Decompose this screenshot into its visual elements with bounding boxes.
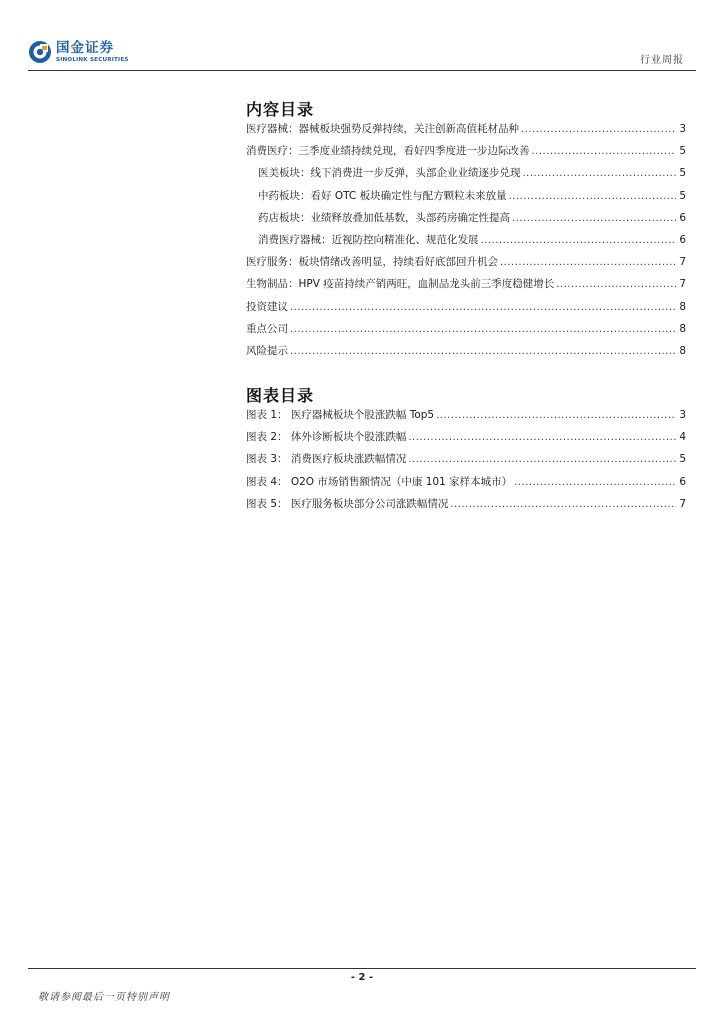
toc-entry[interactable] (246, 276, 686, 298)
toc-entry-label: 中药板块：看好 OTC 板块确定性与配方颗粒未来放量 (258, 189, 507, 202)
toc-dot-leader (556, 279, 676, 290)
toc-entry[interactable] (246, 165, 686, 187)
toc-entry-label: 消费医疗器械：近视防控向精准化、规范化发展 (258, 233, 479, 246)
toc-entry[interactable] (246, 232, 686, 254)
toc-dot-leader (509, 191, 676, 202)
toc-entry-label: 图表 1： 医疗器械板块个股涨跌幅 Top5 (246, 409, 435, 421)
toc-entry-label: 消费医疗：三季度业绩持续兑现，看好四季度进一步边际改善 (246, 145, 530, 158)
toc-entry-page: 8 (679, 344, 686, 357)
toc-entry[interactable] (246, 143, 686, 165)
toc-dot-leader (290, 324, 676, 335)
footer-divider (28, 968, 696, 969)
toc-entry[interactable] (246, 429, 686, 451)
toc-entry-label: 图表 4： O2O 市场销售额情况（中康 101 家样本城市） (246, 475, 513, 488)
sinolink-logo-icon (28, 40, 52, 64)
toc-dot-leader (500, 257, 676, 268)
toc-dot-leader (523, 168, 677, 179)
toc-entry-page: 5 (679, 189, 686, 202)
toc-dot-leader (408, 432, 676, 443)
toc-entry[interactable] (246, 299, 686, 321)
toc-dot-leader (290, 346, 676, 357)
toc-entry-page: 7 (679, 497, 686, 510)
toc-entry[interactable] (246, 407, 686, 429)
toc-dot-leader (436, 410, 676, 421)
toc-entry-label: 风险提示 (246, 344, 288, 357)
toc-entry-page: 6 (679, 475, 686, 488)
toc-entry[interactable] (246, 343, 686, 365)
figures-list (246, 407, 686, 518)
toc-entry-page: 8 (679, 322, 686, 335)
toc-entry-page: 4 (679, 431, 686, 444)
toc-entry[interactable] (246, 210, 686, 232)
toc-entry[interactable] (246, 121, 686, 143)
toc-entry-page: 5 (679, 167, 686, 180)
toc-entry[interactable] (246, 188, 686, 210)
toc-entry[interactable] (246, 474, 686, 496)
toc-entry-page: 7 (679, 256, 686, 269)
toc-entry-label: 图表 2： 体外诊断板块个股涨跌幅 (246, 431, 407, 444)
logo-chinese-name: 国金证券 (56, 39, 114, 56)
toc-dot-leader (290, 302, 676, 313)
toc-entry[interactable] (246, 451, 686, 473)
toc-entry-label: 生物制品：HPV 疫苗持续产销两旺，血制品龙头前三季度稳健增长 (246, 278, 555, 291)
contents-list (246, 121, 686, 365)
toc-entry-page: 3 (679, 123, 686, 135)
figures-title: 图表目录 (246, 386, 315, 405)
toc-dot-leader (481, 235, 677, 246)
toc-entry-page: 8 (679, 300, 686, 313)
toc-entry-page: 5 (679, 145, 686, 158)
toc-entry-label: 图表 3： 消费医疗板块涨跌幅情况 (246, 453, 407, 466)
page-number: - 2 - (350, 972, 374, 983)
toc-entry-label: 医疗器械：器械板块强势反弹持续，关注创新高值耗材品种 (246, 123, 519, 135)
toc-entry-page: 7 (679, 278, 686, 291)
toc-entry-label: 医疗服务：板块情绪改善明显，持续看好底部回升机会 (246, 256, 498, 269)
toc-dot-leader (450, 499, 676, 510)
contents-title: 内容目录 (246, 100, 315, 119)
toc-entry-label: 图表 5： 医疗服务板块部分公司涨跌幅情况 (246, 497, 449, 510)
toc-entry[interactable] (246, 496, 686, 518)
toc-entry[interactable] (246, 321, 686, 343)
toc-entry-page: 5 (679, 453, 686, 466)
toc-dot-leader (514, 477, 676, 488)
page-header (0, 0, 724, 72)
toc-entry-page: 6 (679, 211, 686, 224)
disclaimer-text: 敬请参阅最后一页特别声明 (38, 992, 170, 1003)
toc-entry-page: 3 (679, 409, 686, 421)
logo-english-name: SINOLINK SECURITIES (56, 56, 129, 63)
toc-entry-label: 药店板块：业绩释放叠加低基数，头部药房确定性提高 (258, 211, 510, 224)
header-divider (28, 70, 696, 71)
report-type-label: 行业周报 (640, 55, 684, 66)
toc-entry-page: 6 (679, 233, 686, 246)
company-logo (28, 40, 129, 64)
toc-entry-label: 投资建议 (246, 300, 288, 313)
toc-entry-label: 重点公司 (246, 322, 288, 335)
toc-dot-leader (532, 146, 677, 157)
toc-dot-leader (521, 124, 676, 135)
toc-entry[interactable] (246, 254, 686, 276)
toc-entry-label: 医美板块：线下消费进一步反弹，头部企业业绩逐步兑现 (258, 167, 521, 180)
toc-dot-leader (512, 213, 676, 224)
toc-dot-leader (408, 454, 676, 465)
